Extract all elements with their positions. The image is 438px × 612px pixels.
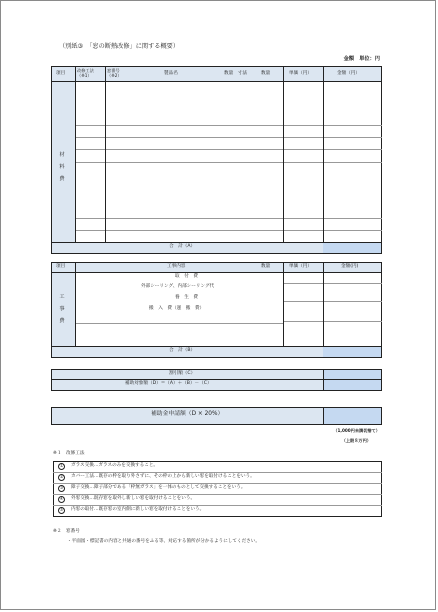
- works-header-qty: 数量: [261, 264, 271, 269]
- materials-header-window-no: 窓番号 （※2）: [107, 68, 122, 79]
- list-number: ③: [59, 486, 64, 491]
- list-number: ②: [59, 475, 64, 480]
- list-number: ④: [59, 497, 64, 502]
- discount-label: 割引額（C）: [169, 371, 196, 376]
- list-item: カバー工法…既存の枠を取り外さずに、その枠の上から新しい窓を取付けることをいう。: [71, 474, 255, 479]
- list-item: 外窓交換…既存窓を取外し新しい窓を取付けることをいう。: [71, 496, 196, 501]
- works-total-label: 合 計（B）: [169, 348, 196, 353]
- list-item: 内窓の取付…既存窓の室内側に新しい窓を取付けることをいう。: [71, 507, 205, 512]
- materials-section-label: 材料費: [59, 152, 65, 182]
- materials-header-unit-price: 単価（円）: [289, 71, 312, 76]
- materials-header-qty: 数量: [261, 71, 271, 76]
- works-row: 外部シーリング、内部シーリング代: [141, 284, 215, 289]
- works-header-item: 項目: [56, 264, 66, 269]
- note1-heading: ※１ 改修工法: [53, 451, 85, 456]
- note2-text: ・平面図・標記書の内容と共通の番号をふる等、対応する箇所が分かるようにしてください。: [67, 539, 260, 544]
- materials-header-item: 項目: [56, 71, 66, 76]
- list-item: ガラス交換…ガラスのみを交換すること。: [71, 463, 159, 468]
- materials-total-label: 合 計（A）: [169, 244, 196, 249]
- list-item: 障子交換…障子部分である「枠無ガラス」を一体のものとして交換することをいう。: [71, 485, 246, 490]
- materials-header-product: 製品名: [164, 71, 178, 76]
- works-row: 取 付 費: [175, 274, 198, 279]
- unit-note: 金額 単位：円: [343, 56, 380, 62]
- works-header-amount: 金額(円): [341, 264, 359, 269]
- rounding-note: （1,000円未満切捨て）: [333, 428, 380, 433]
- materials-header-amount: 金額（円）: [337, 71, 360, 76]
- materials-header-spec: 数量 寸法: [224, 71, 247, 76]
- subsidy-target-label: 補助対象額（D）＝（A）＋（B）－（C）: [125, 381, 212, 386]
- document-title: （別紙③ 「窓の断熱改修」に関する概要）: [59, 43, 180, 50]
- works-row: 養 生 費: [175, 295, 198, 300]
- works-row: 搬 入 費（運 搬 費）: [149, 306, 205, 311]
- materials-header-method: 改修工法 （※1）: [77, 68, 94, 79]
- list-number: ⑤: [59, 508, 64, 513]
- application-label: 補助金申請額（D × 20%）: [151, 411, 224, 417]
- works-header-content: 工事内容: [167, 264, 186, 269]
- list-number: ①: [59, 464, 64, 469]
- note2-heading: ※２ 窓番号: [53, 529, 80, 534]
- cap-note: （上限８万円）: [341, 438, 371, 443]
- works-header-unit-price: 単価（円）: [289, 264, 312, 269]
- works-section-label: 工事費: [59, 294, 65, 324]
